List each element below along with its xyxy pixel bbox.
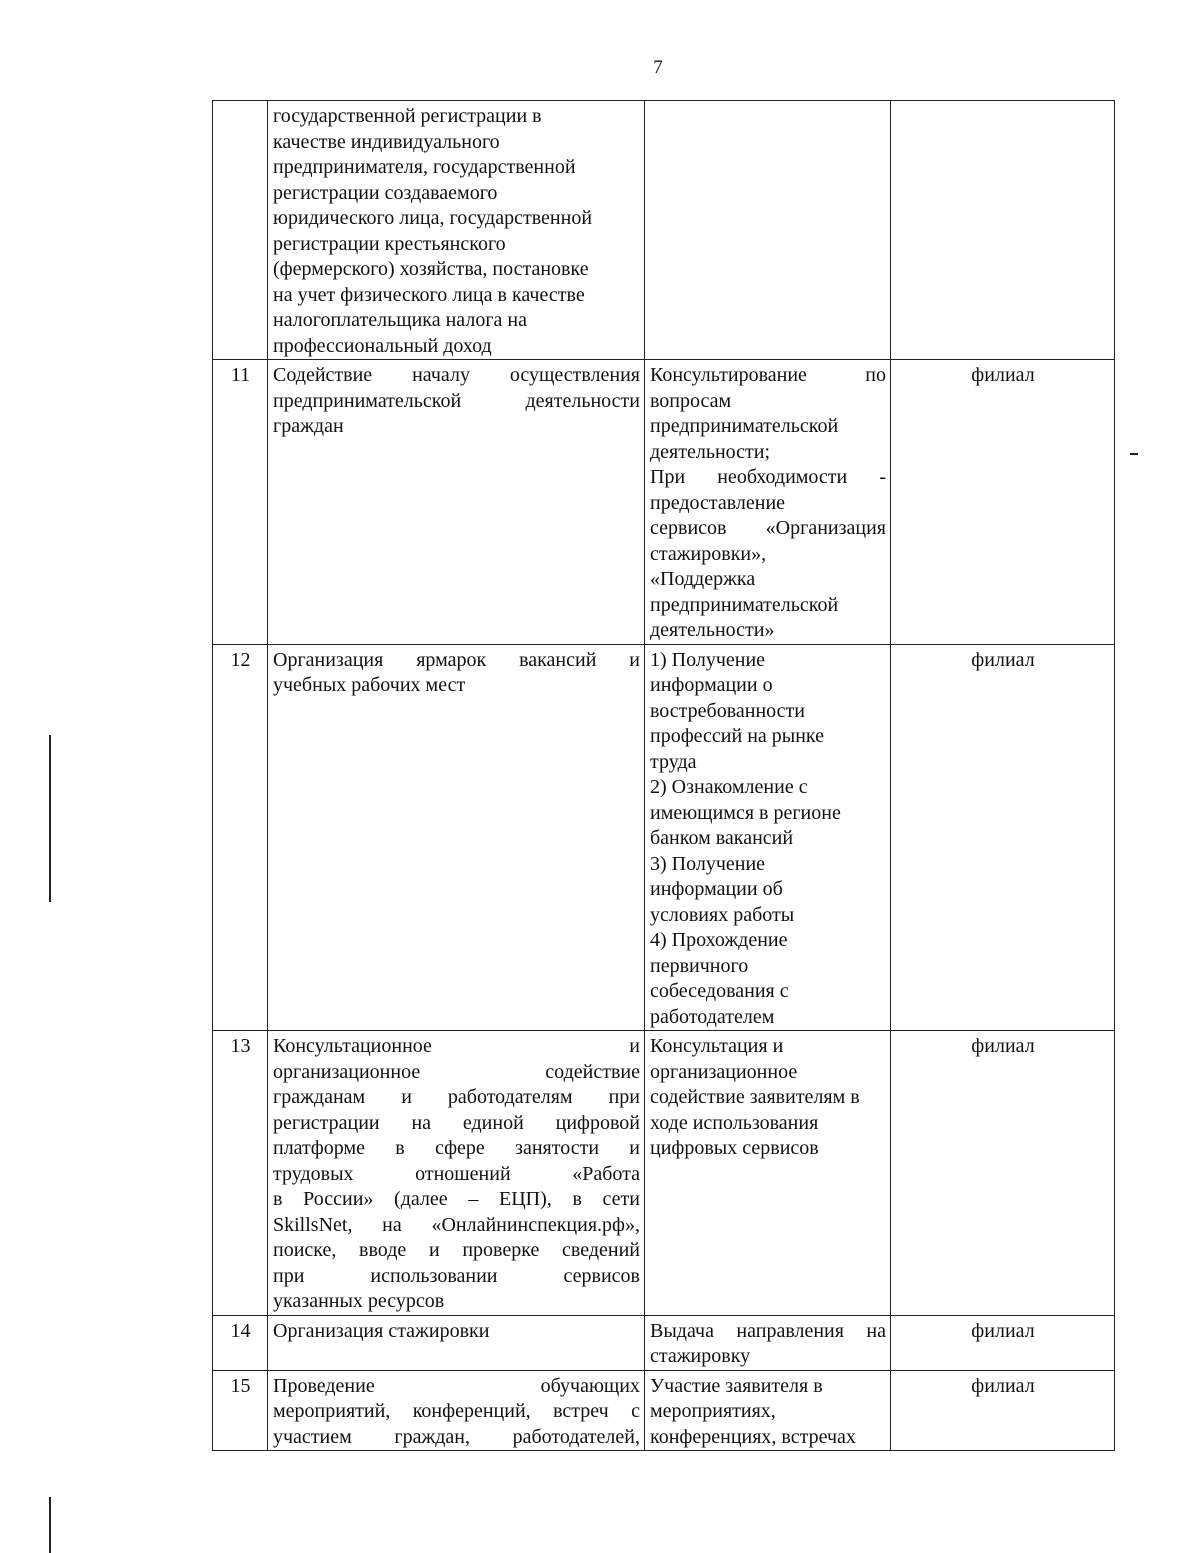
result-line: вопросам bbox=[650, 389, 732, 412]
service-line: гражданам и работодателям при bbox=[273, 1086, 640, 1108]
scan-mark-left bbox=[49, 735, 51, 902]
result-line: 1) Получение bbox=[650, 648, 766, 671]
result-line: сервисов «Организация bbox=[650, 517, 886, 539]
result-line: 4) Прохождение bbox=[650, 929, 788, 951]
scan-mark-bottom-left bbox=[49, 1497, 51, 1553]
service-line: Организация стажировки bbox=[273, 1319, 490, 1342]
executor-cell: филиал bbox=[891, 360, 1115, 645]
service-line: регистрации на единой цифровой bbox=[273, 1111, 640, 1134]
service-line: налогоплательщика налога на bbox=[273, 309, 527, 331]
row-number: 15 bbox=[213, 1370, 268, 1451]
service-line: предпринимателя, государственной bbox=[273, 156, 576, 178]
service-line: государственной регистрации в bbox=[273, 105, 542, 127]
row-number bbox=[213, 101, 268, 360]
result-line: деятельности» bbox=[650, 619, 775, 641]
result-line: предоставление bbox=[650, 491, 786, 514]
service-line: Организация ярмарок вакансий и bbox=[273, 648, 640, 671]
service-line: качестве индивидуального bbox=[273, 130, 500, 153]
executor-cell: филиал bbox=[891, 1370, 1115, 1451]
table-row bbox=[213, 1031, 1115, 1316]
service-cell bbox=[268, 1370, 645, 1451]
result-line: труда bbox=[650, 750, 697, 773]
result-line: 2) Ознакомление с bbox=[650, 776, 808, 798]
result-cell bbox=[645, 1031, 891, 1316]
result-line: Выдача направления на bbox=[650, 1319, 886, 1342]
result-line: работодателем bbox=[650, 1005, 775, 1028]
result-line: имеющимся в регионе bbox=[650, 801, 841, 824]
result-line: банком вакансий bbox=[650, 827, 794, 849]
scan-mark-right bbox=[1130, 453, 1138, 455]
service-line: трудовых отношений «Работа bbox=[273, 1162, 640, 1185]
result-line: предпринимательской bbox=[650, 593, 839, 616]
service-line: регистрации создаваемого bbox=[273, 181, 498, 204]
result-line: собеседования с bbox=[650, 980, 789, 1002]
row-number: 11 bbox=[213, 360, 268, 645]
executor-cell: филиал bbox=[891, 644, 1115, 1031]
executor-cell: филиал bbox=[891, 1315, 1115, 1370]
service-line: указанных ресурсов bbox=[273, 1290, 445, 1312]
service-cell bbox=[268, 360, 645, 645]
service-line: учебных рабочих мест bbox=[273, 674, 466, 696]
service-line: (фермерского) хозяйства, постановке bbox=[273, 258, 589, 280]
row-number: 12 bbox=[213, 644, 268, 1031]
table-body bbox=[213, 101, 1115, 1451]
service-line: Содействие началу осуществления bbox=[273, 364, 640, 386]
table-row bbox=[213, 644, 1115, 1031]
service-line: при использовании сервисов bbox=[273, 1264, 640, 1287]
result-cell bbox=[645, 360, 891, 645]
result-line: условиях работы bbox=[650, 903, 795, 926]
result-line: цифровых сервисов bbox=[650, 1137, 819, 1159]
service-line: предпринимательской деятельности bbox=[273, 389, 640, 412]
service-line: мероприятий, конференций, встреч с bbox=[273, 1400, 640, 1422]
result-line: Участие заявителя в bbox=[650, 1374, 823, 1397]
service-line: Проведение обучающих bbox=[273, 1374, 640, 1397]
row-number: 14 bbox=[213, 1315, 268, 1370]
service-line: регистрации крестьянского bbox=[273, 232, 506, 255]
service-line: участием граждан, работодателей, bbox=[273, 1425, 640, 1448]
service-cell bbox=[268, 644, 645, 1031]
result-line: конференциях, встречах bbox=[650, 1425, 856, 1448]
service-line: SkillsNet, на «Онлайнинспекция.рф», bbox=[273, 1213, 640, 1236]
result-line: стажировку bbox=[650, 1345, 751, 1367]
service-line: поиске, вводе и проверке сведений bbox=[273, 1239, 640, 1261]
result-line: востребованности bbox=[650, 699, 805, 722]
table-row bbox=[213, 1370, 1115, 1451]
result-line: содействие заявителям в bbox=[650, 1086, 860, 1108]
row-number: 13 bbox=[213, 1031, 268, 1316]
result-line: деятельности; bbox=[650, 440, 771, 463]
service-line: платформе в сфере занятости и bbox=[273, 1137, 640, 1159]
service-cell bbox=[268, 1315, 645, 1370]
result-line: информации о bbox=[650, 674, 773, 696]
table-row bbox=[213, 1315, 1115, 1370]
executor-cell bbox=[891, 101, 1115, 360]
result-line: 3) Получение bbox=[650, 852, 766, 875]
result-cell bbox=[645, 644, 891, 1031]
result-line: «Поддержка bbox=[650, 568, 756, 590]
table-row bbox=[213, 101, 1115, 360]
result-cell bbox=[645, 101, 891, 360]
service-line: организационное содействие bbox=[273, 1060, 640, 1083]
result-cell bbox=[645, 1370, 891, 1451]
result-line: профессий на рынке bbox=[650, 725, 825, 747]
services-table bbox=[212, 100, 1115, 1451]
result-line: При необходимости - bbox=[650, 466, 886, 488]
result-line: ходе использования bbox=[650, 1111, 819, 1134]
service-line: Консультационное и bbox=[273, 1035, 640, 1057]
table-row bbox=[213, 360, 1115, 645]
result-line: первичного bbox=[650, 954, 749, 977]
page-number: 7 bbox=[653, 57, 663, 78]
service-line: юридического лица, государственной bbox=[273, 207, 593, 229]
service-line: профессиональный доход bbox=[273, 334, 492, 357]
result-line: Консультация и bbox=[650, 1035, 784, 1057]
result-cell bbox=[645, 1315, 891, 1370]
result-line: Консультирование по bbox=[650, 364, 886, 386]
result-line: стажировки», bbox=[650, 542, 767, 565]
executor-cell: филиал bbox=[891, 1031, 1115, 1316]
service-line: на учет физического лица в качестве bbox=[273, 283, 585, 306]
result-line: мероприятиях, bbox=[650, 1400, 776, 1422]
service-line: граждан bbox=[273, 415, 344, 437]
service-cell bbox=[268, 101, 645, 360]
result-line: организационное bbox=[650, 1060, 798, 1083]
service-cell bbox=[268, 1031, 645, 1316]
service-line: в России» (далее – ЕЦП), в сети bbox=[273, 1188, 640, 1210]
result-line: предпринимательской bbox=[650, 415, 839, 437]
result-line: информации об bbox=[650, 878, 783, 900]
